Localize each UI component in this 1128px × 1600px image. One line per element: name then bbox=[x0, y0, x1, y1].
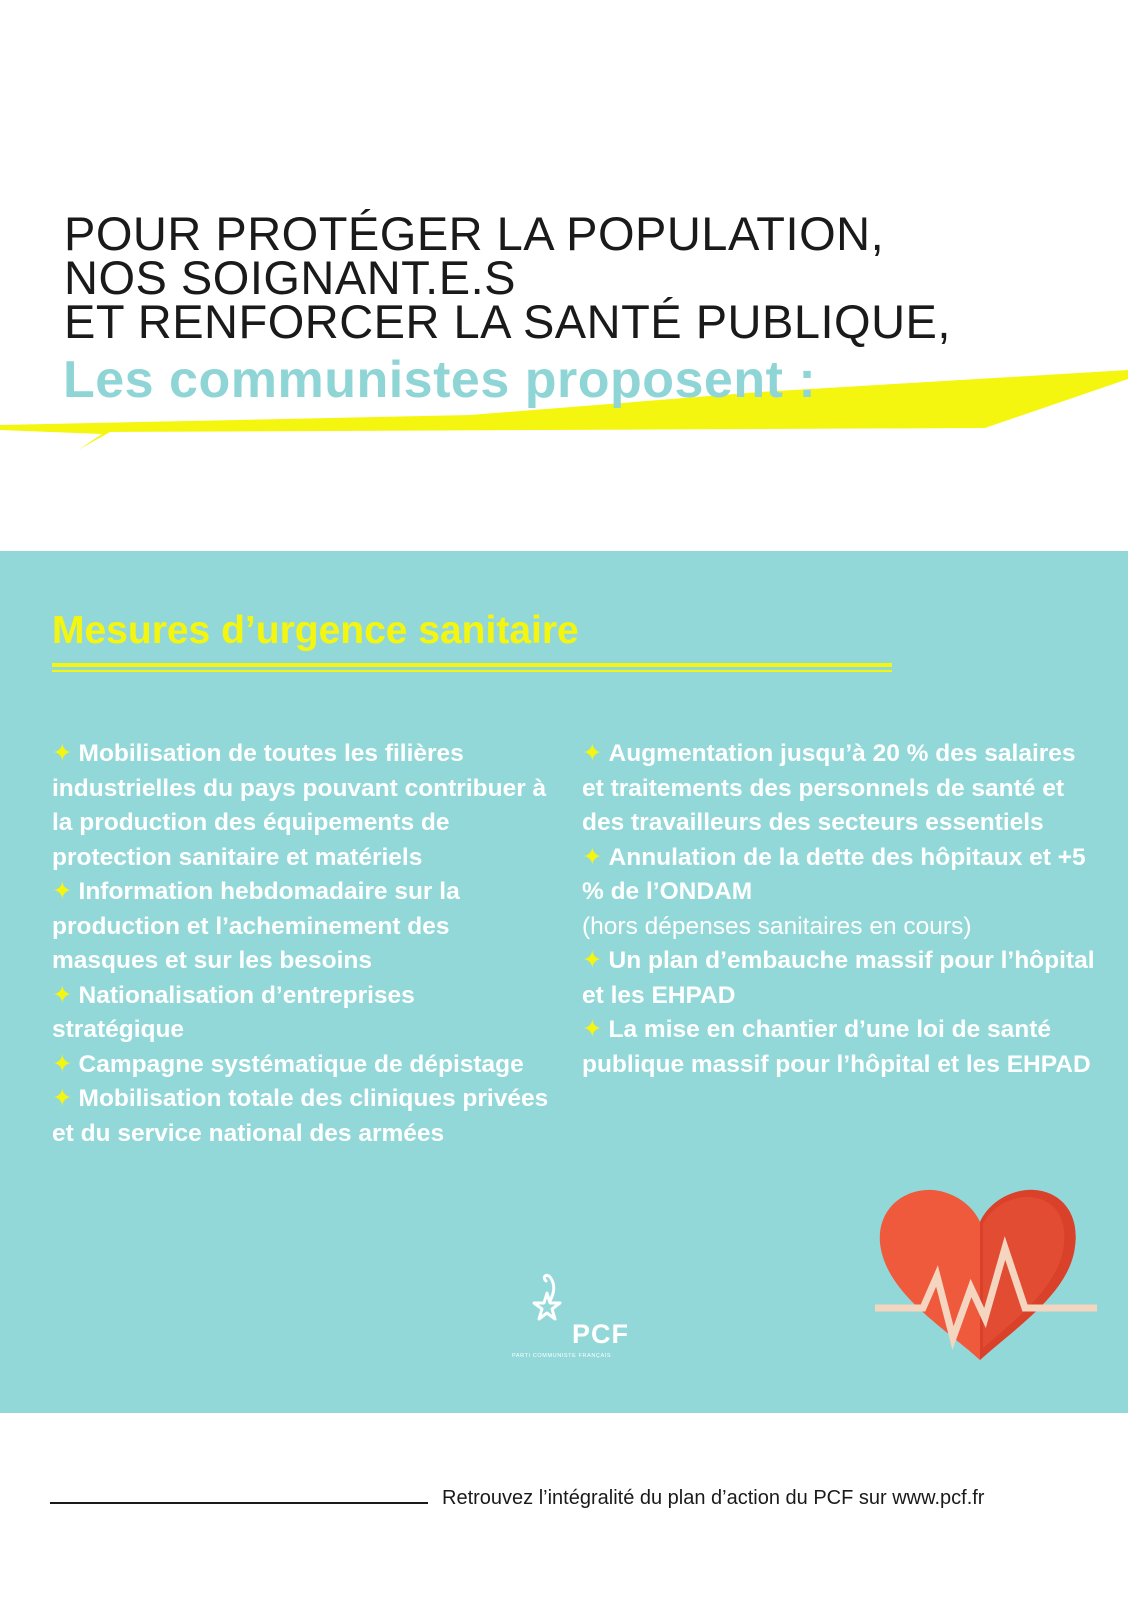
star-bullet-icon: ✦ bbox=[582, 947, 603, 974]
list-item: ✦ Campagne systématique de dépistage bbox=[52, 1050, 524, 1078]
star-bullet-icon: ✦ bbox=[582, 1016, 603, 1043]
pcf-logo-tagline: PARTI COMMUNISTE FRANÇAIS bbox=[512, 1353, 612, 1359]
footer-rule bbox=[50, 1502, 428, 1504]
list-item: ✦ La mise en chantier d’une loi de santé publique massif pour l’hôpital et les EHPAD bbox=[582, 1016, 1091, 1078]
star-bullet-icon: ✦ bbox=[52, 981, 73, 1009]
list-item: ✦ Un plan d’embauche massif pour l’hôpital et les EHPAD bbox=[582, 947, 1095, 1009]
list-item: ✦ Mobilisation de toutes les filières industrielles du pays pouvant contribuer à la production des équipements de protection sanitaire et matériels bbox=[52, 740, 547, 871]
measures-list-left bbox=[52, 737, 552, 1151]
headline-line-2: NOS SOIGNANT.E.S bbox=[64, 251, 516, 304]
measures-list-right bbox=[582, 737, 1102, 1082]
star-bullet-icon: ✦ bbox=[582, 740, 603, 767]
star-bullet-icon: ✦ bbox=[52, 1050, 73, 1078]
heart-pulse-icon bbox=[875, 1188, 1097, 1364]
list-item: ✦ Mobilisation totale des cliniques privées et du service national des armées bbox=[52, 1085, 549, 1147]
subtitle: Les communistes proposent : bbox=[63, 351, 817, 409]
list-item: ✦ Annulation de la dette des hôpitaux et +5 % de l’ONDAM (hors dépenses sanitaires en cours) bbox=[582, 843, 1086, 940]
star-bullet-icon: ✦ bbox=[52, 740, 73, 767]
title-underline bbox=[52, 663, 892, 667]
section-title: Mesures d’urgence sanitaire bbox=[52, 609, 579, 652]
headline-line-1: POUR PROTÉGER LA POPULATION, bbox=[64, 207, 885, 260]
item-note: (hors dépenses sanitaires en cours) bbox=[582, 912, 972, 940]
pcf-logo-text: PCF bbox=[572, 1319, 629, 1349]
list-item: ✦ Augmentation jusqu’à 20 % des salaires et traitements des personnels de santé et des travailleurs des secteurs essentiels bbox=[582, 740, 1076, 836]
star-bullet-icon: ✦ bbox=[52, 878, 73, 905]
headline bbox=[64, 207, 951, 348]
star-bullet-icon: ✦ bbox=[582, 843, 603, 871]
headline-line-3: ET RENFORCER LA SANTÉ PUBLIQUE, bbox=[64, 295, 951, 348]
star-bullet-icon: ✦ bbox=[52, 1085, 73, 1112]
list-item: ✦ Information hebdomadaire sur la production et l’acheminement des masques et sur les besoins bbox=[52, 878, 460, 974]
title-underline-thin bbox=[52, 670, 892, 672]
list-item: ✦ Nationalisation d’entreprises stratégique bbox=[52, 981, 415, 1043]
footer-text: Retrouvez l’intégralité du plan d’action du PCF sur www.pcf.fr bbox=[442, 1487, 985, 1509]
